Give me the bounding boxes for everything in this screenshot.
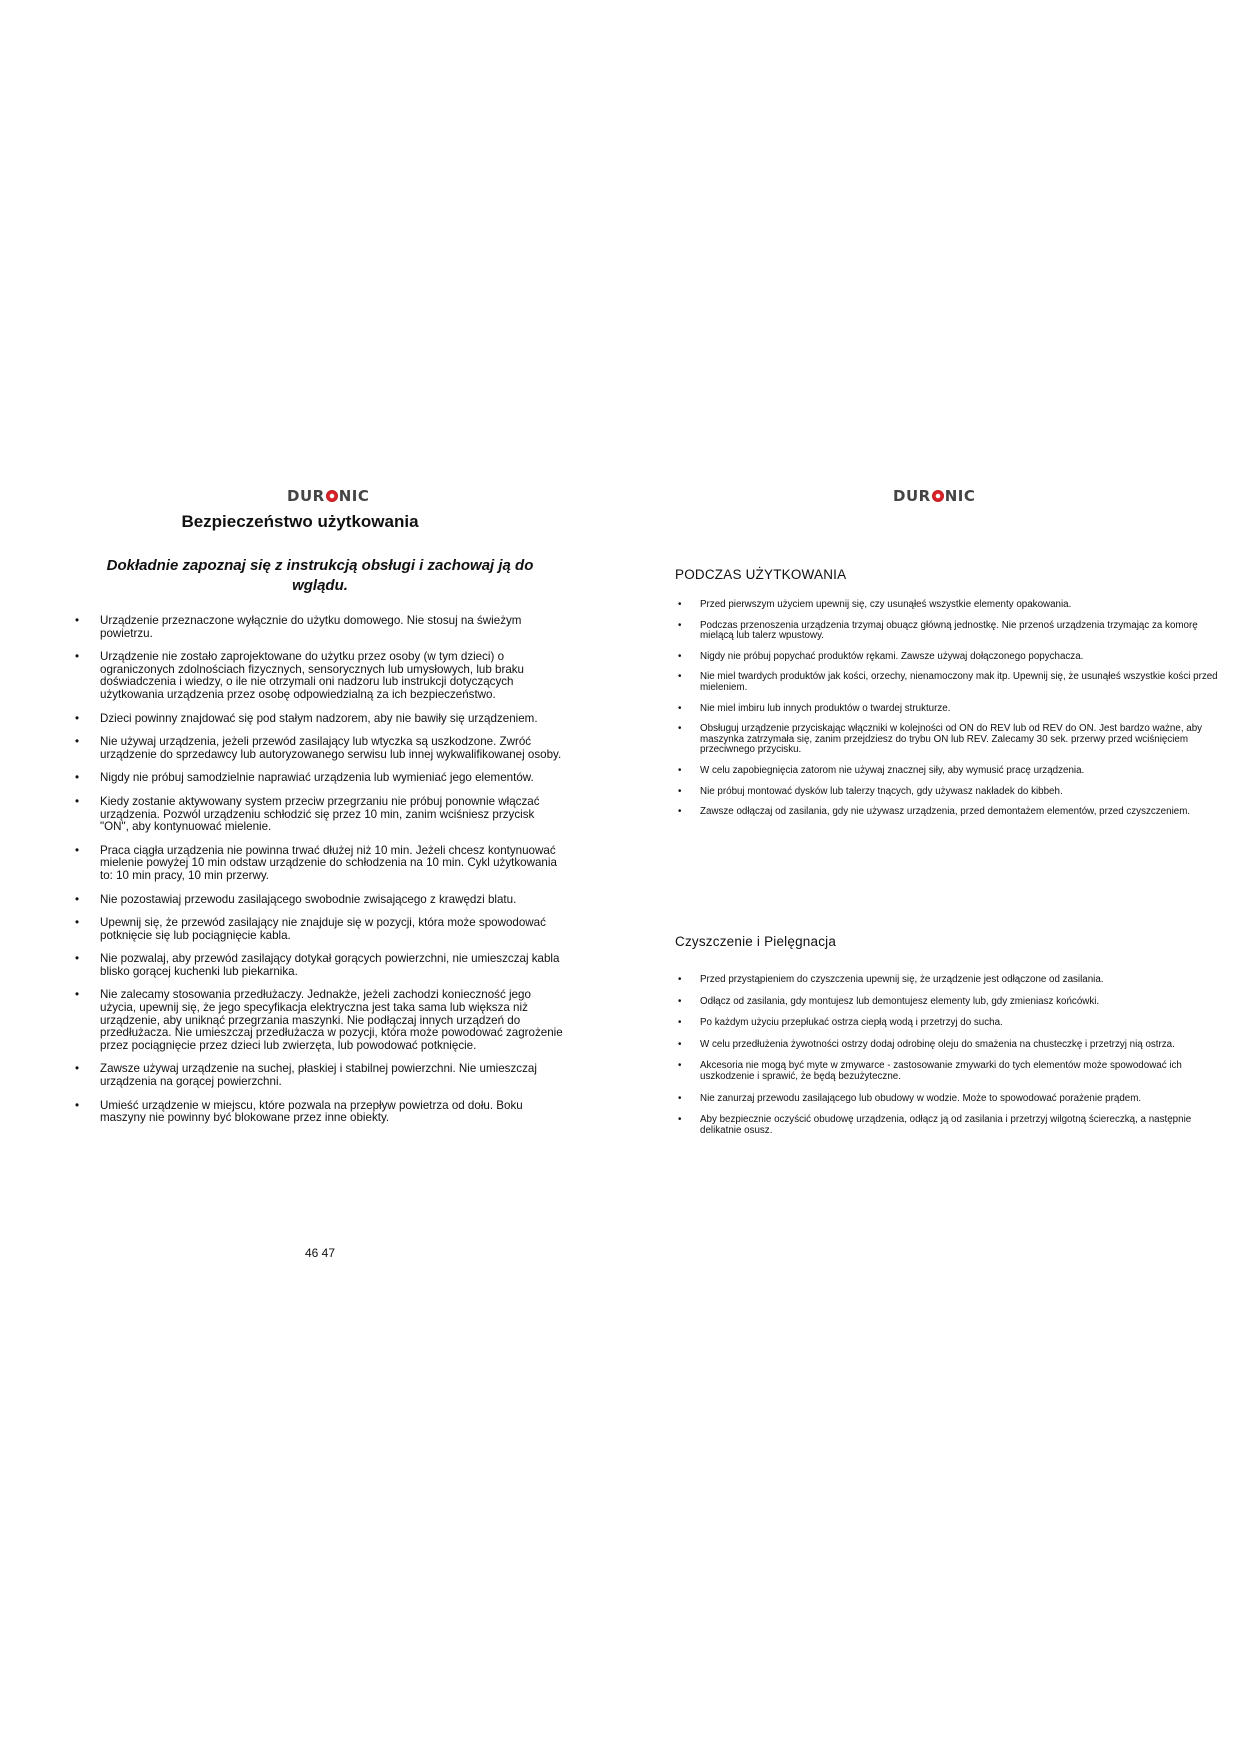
duronic-logo [287, 486, 369, 506]
list-item: • Dzieci powinny znajdować się pod stałym nadzorem, aby nie bawiły się urządzeniem. [100, 713, 565, 726]
list-item: • Przed pierwszym użyciem upewnij się, czy usunąłeś wszystkie elementy opakowania. [700, 600, 1220, 611]
list-item: • Obsługuj urządzenie przyciskając włączniki w kolejności od ON do REV lub od REV do ON. Jest bardzo ważne, aby maszynka zatrzymała się, zanim przejdziesz do trybu ON lub REV. Zalecamy 30 sek. przerwy przed wciśnięciem przeciwnego przycisku. [700, 724, 1220, 756]
logo-dot-icon [932, 490, 944, 502]
page-subtitle: Dokładnie zapoznaj się z instrukcją obsługi i zachowaj ją do wglądu. [106, 557, 534, 594]
logo-dot-icon [326, 490, 338, 502]
list-item: • Zawsze używaj urządzenie na suchej, płaskiej i stabilnej powierzchni. Nie umieszczaj urządzenia na gorącej powierzchni. [100, 1063, 565, 1088]
list-item: • Aby bezpiecznie oczyścić obudowę urządzenia, odłącz ją od zasilania i przetrzyj wilgotną ściereczką, a następnie delikatnie osusz. [700, 1115, 1220, 1136]
duronic-logo [893, 486, 975, 506]
list-item: • Zawsze odłączaj od zasilania, gdy nie używasz urządzenia, przed demontażem elementów, przed czyszczeniem. [700, 807, 1220, 818]
safety-list [100, 615, 565, 1136]
list-item: • Nie miel twardych produktów jak kości, orzechy, nienamoczony mak itp. Upewnij się, że usunąłeś wszystkie kości przed mieleniem. [700, 672, 1220, 693]
list-item: • Praca ciągła urządzenia nie powinna trwać dłużej niż 10 min. Jeżeli chcesz kontynuować mielenie powyżej 10 min odstaw urządzenie do schłodzenia na 10 min. Cykl użytkowania to: 10 min pracy, 10 min przerwy. [100, 845, 565, 883]
list-item: • W celu zapobiegnięcia zatorom nie używaj znacznej siły, aby wymusić pracę urządzenia. [700, 766, 1220, 777]
list-item: • Nie pozostawiaj przewodu zasilającego swobodnie zwisającego z krawędzi blatu. [100, 894, 565, 907]
list-item: • Akcesoria nie mogą być myte w zmywarce - zastosowanie zmywarki do tych elementów może spowodować ich uszkodzenie i sprawić, że będą bezużyteczne. [700, 1061, 1220, 1082]
section-heading-cleaning: Czyszczenie i Pielęgnacja [675, 934, 837, 949]
list-item: • Nigdy nie próbuj popychać produktów rękami. Zawsze używaj dołączonego popychacza. [700, 652, 1220, 663]
list-item: • Odłącz od zasilania, gdy montujesz lub demontujesz elementy lub, gdy zmieniasz końcówki. [700, 997, 1220, 1008]
logo-text-part: DUR [893, 487, 931, 505]
list-item: • Nie próbuj montować dysków lub talerzy tnących, gdy używasz nakładek do kibbeh. [700, 787, 1220, 798]
cleaning-list [700, 975, 1220, 1147]
list-item: • Urządzenie nie zostało zaprojektowane do użytku przez osoby (w tym dzieci) o ograniczonych zdolnościach fizycznych, sensorycznych lub umysłowych, lub braku doświadczenia i wiedzy, o ile nie otrzymali oni nadzoru lub instrukcji dotyczących użytkowania urządzenia przez osobę odpowiedzialną za ich bezpieczeństwo. [100, 651, 565, 701]
list-item: • Upewnij się, że przewód zasilający nie znajduje się w pozycji, która może spowodować potknięcie się lub pociągnięcie kabla. [100, 917, 565, 942]
list-item: • Umieść urządzenie w miejscu, które pozwala na przepływ powietrza od dołu. Boku maszyny nie powinny być blokowane przez inne obiekty. [100, 1100, 565, 1125]
list-item: • Nie zalecamy stosowania przedłużaczy. Jednakże, jeżeli zachodzi konieczność jego użycia, upewnij się, że jego specyfikacja elektryczna jest taka sama lub większa niż urządzenie, aby uniknąć przegrzania maszynki. Nie podłączaj innych urządzeń do przedłużacza. Nie umieszczaj przedłużacza w pozycji, która może powodować zagrożenie przez pociągnięcie przez dzieci lub zwierzęta, lub powodować potknięcie. [100, 989, 565, 1052]
logo-text-part: NIC [338, 487, 370, 505]
list-item: • Kiedy zostanie aktywowany system przeciw przegrzaniu nie próbuj ponownie włączać urządzenia. Pozwól urządzeniu schłodzić się przez 10 min, zanim wciśniesz przycisk "ON", aby kontynuować mielenie. [100, 796, 565, 834]
list-item: • Nie miel imbiru lub innych produktów o twardej strukturze. [700, 704, 1220, 715]
list-item: • Nie zanurzaj przewodu zasilającego lub obudowy w wodzie. Może to spowodować porażenie prądem. [700, 1094, 1220, 1105]
list-item: • Podczas przenoszenia urządzenia trzymaj obuącz główną jednostkę. Nie przenoś urządzenia trzymając za komorę mielącą lub talerz wpustowy. [700, 621, 1220, 642]
list-item: • Nigdy nie próbuj samodzielnie naprawiać urządzenia lub wymieniać jego elementów. [100, 772, 565, 785]
logo-text-part: DUR [287, 487, 325, 505]
list-item: • Po każdym użyciu przepłukać ostrza ciepłą wodą i przetrzyj do sucha. [700, 1018, 1220, 1029]
section-heading-use: PODCZAS UŻYTKOWANIA [675, 567, 847, 582]
page-title: Bezpieczeństwo użytkowania [181, 512, 419, 531]
left-page [0, 0, 620, 1754]
list-item: • W celu przedłużenia żywotności ostrzy dodaj odrobinę oleju do smażenia na chusteczkę i przetrzyj nią ostrza. [700, 1040, 1220, 1051]
list-item: • Nie używaj urządzenia, jeżeli przewód zasilający lub wtyczka są uszkodzone. Zwróć urządzenie do sprzedawcy lub autoryzowanego serwisu lub innej wykwalifikowanej osoby. [100, 736, 565, 761]
list-item: • Przed przystąpieniem do czyszczenia upewnij się, że urządzenie jest odłączone od zasilania. [700, 975, 1220, 986]
logo-text-part: NIC [944, 487, 976, 505]
right-page [620, 0, 1241, 1754]
usage-list [700, 600, 1220, 828]
list-item: • Urządzenie przeznaczone wyłącznie do użytku domowego. Nie stosuj na świeżym powietrzu. [100, 615, 565, 640]
list-item: • Nie pozwalaj, aby przewód zasilający dotykał gorących powierzchni, nie umieszczaj kabla blisko gorącej kuchenki lub piekarnika. [100, 953, 565, 978]
page-number: 46 47 [305, 1246, 336, 1260]
